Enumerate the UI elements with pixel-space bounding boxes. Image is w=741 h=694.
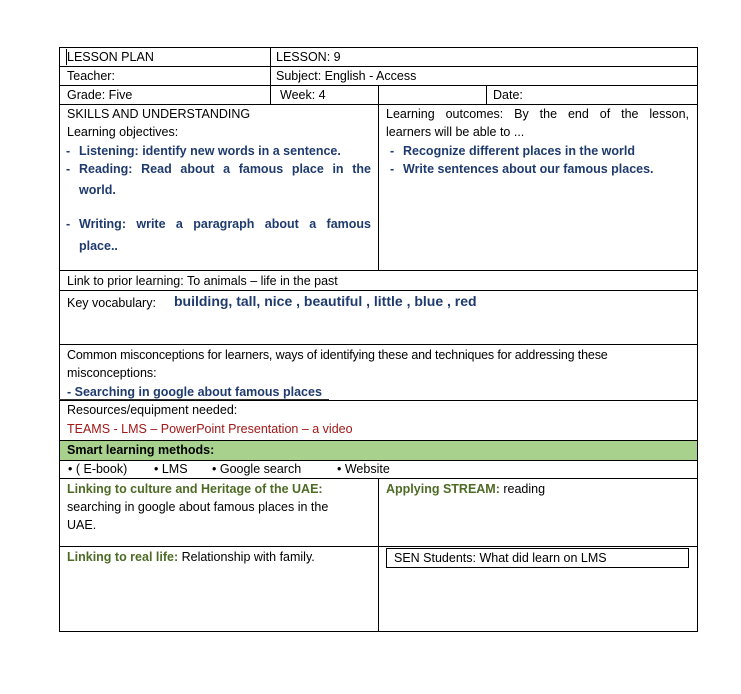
- smart-method-website: • Website: [337, 462, 390, 476]
- row-line: [59, 400, 698, 401]
- misconceptions-line2: misconceptions:: [67, 366, 157, 380]
- resources-text: TEAMS - LMS – PowerPoint Presentation – a video: [67, 422, 353, 436]
- stream-value: reading: [499, 482, 546, 496]
- objectives-label: Learning objectives:: [67, 125, 179, 139]
- row-line: [59, 344, 698, 345]
- real-life-label: Linking to real life:: [67, 550, 179, 564]
- objective-reading: Reading: Read about a famous place in the: [79, 162, 371, 176]
- subject-label: Subject: English - Access: [276, 69, 417, 83]
- row-line: [59, 66, 698, 67]
- week-label: Week: 4: [280, 88, 326, 102]
- real-life-value: Relationship with family.: [178, 550, 315, 564]
- col-line: [486, 85, 487, 105]
- resources-label: Resources/equipment needed:: [67, 403, 238, 417]
- col-line: [378, 478, 379, 632]
- skills-heading: SKILLS AND UNDERSTANDING: [67, 107, 251, 121]
- sen-text: SEN Students: What did learn on LMS: [394, 551, 607, 565]
- vocabulary-label: Key vocabulary:: [67, 296, 156, 310]
- smart-method-google: • Google search: [212, 462, 302, 476]
- col-line: [270, 47, 271, 105]
- misconceptions-line1: Common misconceptions for learners, ways of identifying these and techniques for addressing these: [67, 348, 608, 362]
- smart-method-lms: • LMS: [154, 462, 188, 476]
- col-line: [378, 104, 379, 271]
- outcome-bullet: -: [390, 144, 395, 158]
- col-line: [378, 85, 379, 105]
- outcomes-intro: learners will be able to ...: [386, 125, 525, 139]
- culture-text: searching in google about famous places in the: [67, 500, 329, 514]
- objective-bullet: -: [66, 217, 71, 231]
- row-line: [59, 290, 698, 291]
- row-line: [59, 440, 698, 441]
- misconceptions-underline: [59, 399, 329, 400]
- stream-row: [386, 481, 545, 497]
- lesson-plan-label: LESSON PLAN: [67, 50, 154, 64]
- smart-methods-heading: Smart learning methods:: [67, 443, 215, 457]
- prior-learning: Link to prior learning: To animals – life in the past: [67, 274, 338, 288]
- outcome-item: Write sentences about our famous places.: [403, 162, 654, 176]
- text-cursor: [66, 49, 67, 65]
- objective-writing: Writing: write a paragraph about a famous: [79, 217, 371, 231]
- outcomes-heading: Learning outcomes: By the end of the lesson,: [386, 107, 689, 121]
- objective-writing-cont: place..: [79, 239, 118, 253]
- misconceptions-item: - Searching in google about famous places: [67, 385, 322, 399]
- date-label: Date:: [493, 88, 523, 102]
- culture-label: Linking to culture and Heritage of the UAE:: [67, 482, 323, 496]
- outcome-bullet: -: [390, 162, 395, 176]
- stream-label: Applying STREAM:: [386, 482, 500, 496]
- smart-method-ebook: • ( E-book): [68, 462, 128, 476]
- teacher-label: Teacher:: [67, 69, 115, 83]
- grade-label: Grade: Five: [67, 88, 133, 102]
- lesson-number: LESSON: 9: [276, 50, 341, 64]
- objective-listening: Listening: identify new words in a sentence.: [79, 144, 341, 158]
- culture-text-cont: UAE.: [67, 518, 97, 532]
- objective-reading-cont: world.: [79, 183, 116, 197]
- real-life-row: [67, 549, 315, 565]
- objective-bullet: -: [66, 144, 71, 158]
- objective-bullet: -: [66, 162, 71, 176]
- vocabulary-words: building, tall, nice , beautiful , little , blue , red: [174, 293, 477, 309]
- outcome-item: Recognize different places in the world: [403, 144, 635, 158]
